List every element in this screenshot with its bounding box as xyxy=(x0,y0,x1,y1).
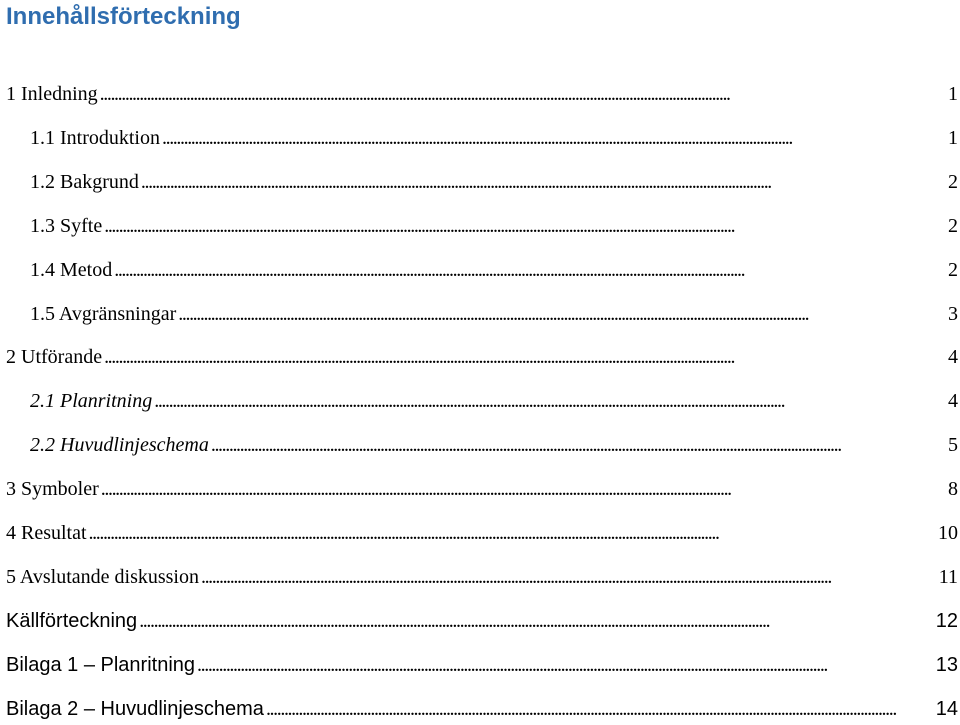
toc-entry[interactable] xyxy=(0,387,960,415)
toc-entry-label: 5 Avslutande diskussion xyxy=(6,566,199,588)
toc-entry-label: 1.2 Bakgrund xyxy=(30,171,139,193)
toc-dot-leader xyxy=(104,343,944,371)
toc-page-number: 14 xyxy=(935,698,958,720)
toc-page-number: 2 xyxy=(948,171,958,193)
toc-entry[interactable] xyxy=(0,212,960,240)
toc-dot-leader xyxy=(266,695,932,723)
toc-entry[interactable] xyxy=(0,343,960,371)
toc-entry[interactable] xyxy=(0,431,960,459)
toc-entry-label: 4 Resultat xyxy=(6,522,87,544)
toc-entry[interactable] xyxy=(0,256,960,284)
toc-entry-label: 2.2 Huvudlinjeschema xyxy=(30,434,209,456)
toc-entry-label: Bilaga 2 – Huvudlinjeschema xyxy=(6,698,264,720)
toc-page-number: 11 xyxy=(938,566,958,588)
toc-page-number: 4 xyxy=(948,390,958,412)
toc-page-number: 13 xyxy=(935,654,958,676)
toc-entry-label: 2 Utförande xyxy=(6,346,103,368)
toc-entry[interactable] xyxy=(0,695,960,723)
toc-dot-leader xyxy=(211,431,944,459)
toc-page-number: 3 xyxy=(948,303,958,325)
toc-page-number: 8 xyxy=(948,478,958,500)
toc-entry[interactable] xyxy=(0,563,960,591)
toc-dot-leader xyxy=(139,607,932,635)
toc-dot-leader xyxy=(100,80,944,108)
page-title: Innehållsförteckning xyxy=(6,3,241,30)
toc-dot-leader xyxy=(162,124,944,152)
toc-dot-leader xyxy=(201,563,935,591)
toc-page-number: 5 xyxy=(948,434,958,456)
toc-dot-leader xyxy=(197,651,932,679)
toc-entry[interactable] xyxy=(0,300,960,328)
toc-entry[interactable] xyxy=(0,475,960,503)
toc-entry-label: 1 Inledning xyxy=(6,83,98,105)
toc-entry-label: 2.1 Planritning xyxy=(30,390,153,412)
toc-dot-leader xyxy=(114,256,944,284)
toc-dot-leader xyxy=(154,387,944,415)
toc-entry-label: 1.1 Introduktion xyxy=(30,127,160,149)
toc-entry-label: 1.5 Avgränsningar xyxy=(30,303,177,325)
toc-entry-label: Bilaga 1 – Planritning xyxy=(6,654,196,676)
toc-entry-label: 1.4 Metod xyxy=(30,259,113,281)
toc-page-number: 1 xyxy=(948,127,958,149)
toc-page-number: 12 xyxy=(935,610,958,632)
toc-dot-leader xyxy=(89,519,934,547)
toc-page-number: 2 xyxy=(948,259,958,281)
toc-entry[interactable] xyxy=(0,80,960,108)
toc-page-number: 10 xyxy=(938,522,958,544)
toc-page-number: 2 xyxy=(948,215,958,237)
toc-entry-label: 3 Symboler xyxy=(6,478,99,500)
toc-entry[interactable] xyxy=(0,607,960,635)
toc-dot-leader xyxy=(101,475,944,503)
toc-entry-label: 1.3 Syfte xyxy=(30,215,103,237)
toc-dot-leader xyxy=(178,300,944,328)
toc-page-number: 1 xyxy=(948,83,958,105)
toc-entry[interactable] xyxy=(0,519,960,547)
toc-dot-leader xyxy=(141,168,944,196)
toc-page-number: 4 xyxy=(948,346,958,368)
toc-dot-leader xyxy=(104,212,944,240)
toc-entry-label: Källförteckning xyxy=(6,610,138,632)
toc-entry[interactable] xyxy=(0,124,960,152)
toc-entry[interactable] xyxy=(0,651,960,679)
toc-entry[interactable] xyxy=(0,168,960,196)
